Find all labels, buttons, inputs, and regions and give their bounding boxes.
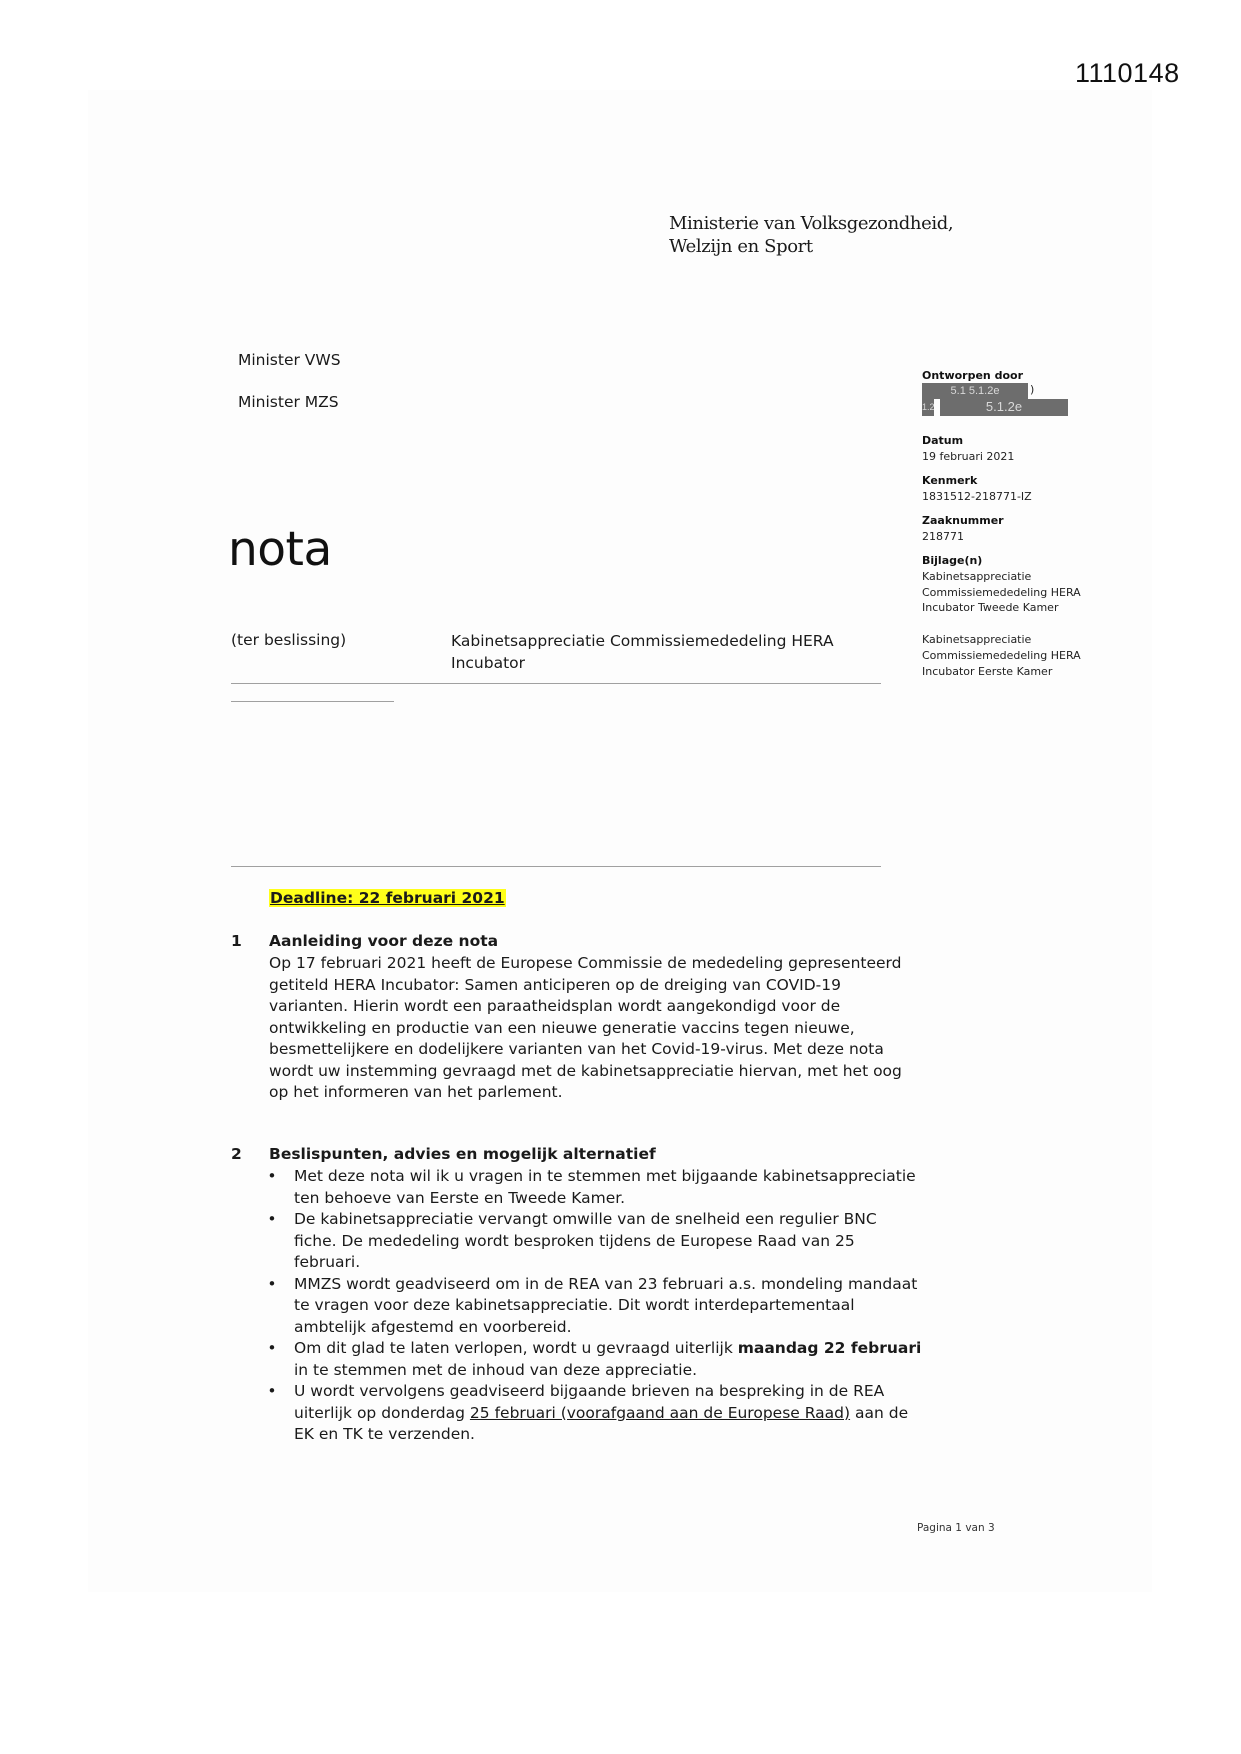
bullet-icon: • <box>267 1274 277 1293</box>
underlined-text: 25 februari (voorafgaand aan de Europese Raad) <box>469 1403 851 1422</box>
list-item <box>262 1338 922 1381</box>
attachment-item: Kabinetsappreciatie Commissiemededeling HERA Incubator Eerste Kamer <box>922 633 1081 678</box>
rule-short <box>231 701 394 702</box>
meta-label: Datum <box>922 434 964 447</box>
meta-label: Zaaknummer <box>922 514 1004 527</box>
redaction-suffix: ) <box>1030 383 1035 396</box>
meta-zaaknummer <box>922 513 1004 545</box>
bullet-icon: • <box>267 1167 277 1185</box>
list-item-text: in te stemmen met de inhoud van deze appreciatie. <box>294 1360 698 1379</box>
addressee-2: Minister MZS <box>238 393 339 411</box>
list-item-text: U wordt vervolgens geadviseerd bijgaande brieven na bespreking in de REA uiterlijk op donderdag <box>294 1382 885 1422</box>
meta-value: 218771 <box>922 529 964 543</box>
list-item-text: aan de EK en TK te verzenden. <box>294 1403 909 1443</box>
bullet-icon: • <box>267 1210 277 1228</box>
meta-label: Bijlage(n) <box>922 554 983 567</box>
meta-label: Ontworpen door <box>922 369 1023 382</box>
list-item <box>262 1209 922 1274</box>
meta-datum <box>922 433 1014 465</box>
subject: Kabinetsappreciatie Commissiemededeling HERA Incubator <box>451 632 834 672</box>
redaction-box: 5.1 5.1.2e <box>922 383 1028 399</box>
meta-value: 1831512-218771-IZ <box>922 489 1032 503</box>
decision-purpose: (ter beslissing) <box>231 631 347 649</box>
section-number: 1 <box>231 932 242 950</box>
rule-under-subject <box>231 683 881 684</box>
decision-points-list <box>262 1166 922 1446</box>
deadline-highlight: Deadline: 22 februari 2021 <box>270 889 505 907</box>
page-number: Pagina 1 van 3 <box>917 1522 995 1534</box>
list-item <box>262 1274 922 1339</box>
ministry-line-1: Ministerie van Volksgezondheid, <box>669 213 954 234</box>
section-body: Op 17 februari 2021 heeft de Europese Commissie de mededeling gepresenteerd getiteld HERA Incubator: Samen anticiperen op de dreiging van COVID-19 varianten. Hierin wordt een paraatheidsplan wordt aangekondigd voor de ontwikkeling en productie van een nieuwe generatie vaccins tegen nieuwe, besmettelijkere en dodelijkere varianten van het Covid-19-virus. Met deze nota wordt uw instemming gevraagd met de kabinetsappreciatie hiervan, met het oog op het informeren van het parlement. <box>269 954 902 1101</box>
meta-value: 19 februari 2021 <box>922 449 1015 463</box>
document-type-title: nota <box>228 522 332 577</box>
section-heading: Beslispunten, advies en mogelijk alternatief <box>269 1145 656 1163</box>
section-number: 2 <box>231 1145 242 1163</box>
document-id: 1110148 <box>1075 58 1180 88</box>
redaction-box: 1.2 <box>922 399 934 416</box>
list-item-text: Om dit glad te laten verlopen, wordt u gevraagd uiterlijk <box>294 1339 738 1357</box>
list-item <box>262 1381 922 1446</box>
ministry-logo-text <box>669 212 953 258</box>
section-heading: Aanleiding voor deze nota <box>269 932 499 950</box>
list-item-text: De kabinetsappreciatie vervangt omwille van de snelheid een regulier BNC fiche. De mededeling wordt besproken tijdens de Europese Raad van 25 februari. <box>294 1210 877 1271</box>
meta-label: Kenmerk <box>922 474 978 487</box>
bullet-icon: • <box>267 1339 277 1357</box>
meta-ontworpen-door <box>922 368 1023 384</box>
meta-bijlagen <box>922 553 1097 680</box>
attachment-item: Kabinetsappreciatie Commissiemededeling HERA Incubator Tweede Kamer <box>922 569 1081 615</box>
ministry-line-2: Welzijn en Sport <box>669 236 813 257</box>
redaction-box: 5.1.2e <box>940 399 1068 416</box>
rule-before-deadline <box>231 866 881 867</box>
meta-kenmerk <box>922 473 1032 505</box>
emphasis-text: maandag 22 februari <box>737 1339 922 1357</box>
list-item-text: MMZS wordt geadviseerd om in de REA van 23 februari a.s. mondeling mandaat te vragen voor deze kabinetsappreciatie. Dit wordt interdepartementaal ambtelijk afgestemd en voorbereid. <box>294 1274 918 1336</box>
list-item <box>262 1166 922 1209</box>
addressee-1: Minister VWS <box>238 351 341 369</box>
list-item-text: Met deze nota wil ik u vragen in te stemmen met bijgaande kabinetsappreciatie ten behoeve van Eerste en Tweede Kamer. <box>294 1167 916 1207</box>
bullet-icon: • <box>267 1382 277 1400</box>
